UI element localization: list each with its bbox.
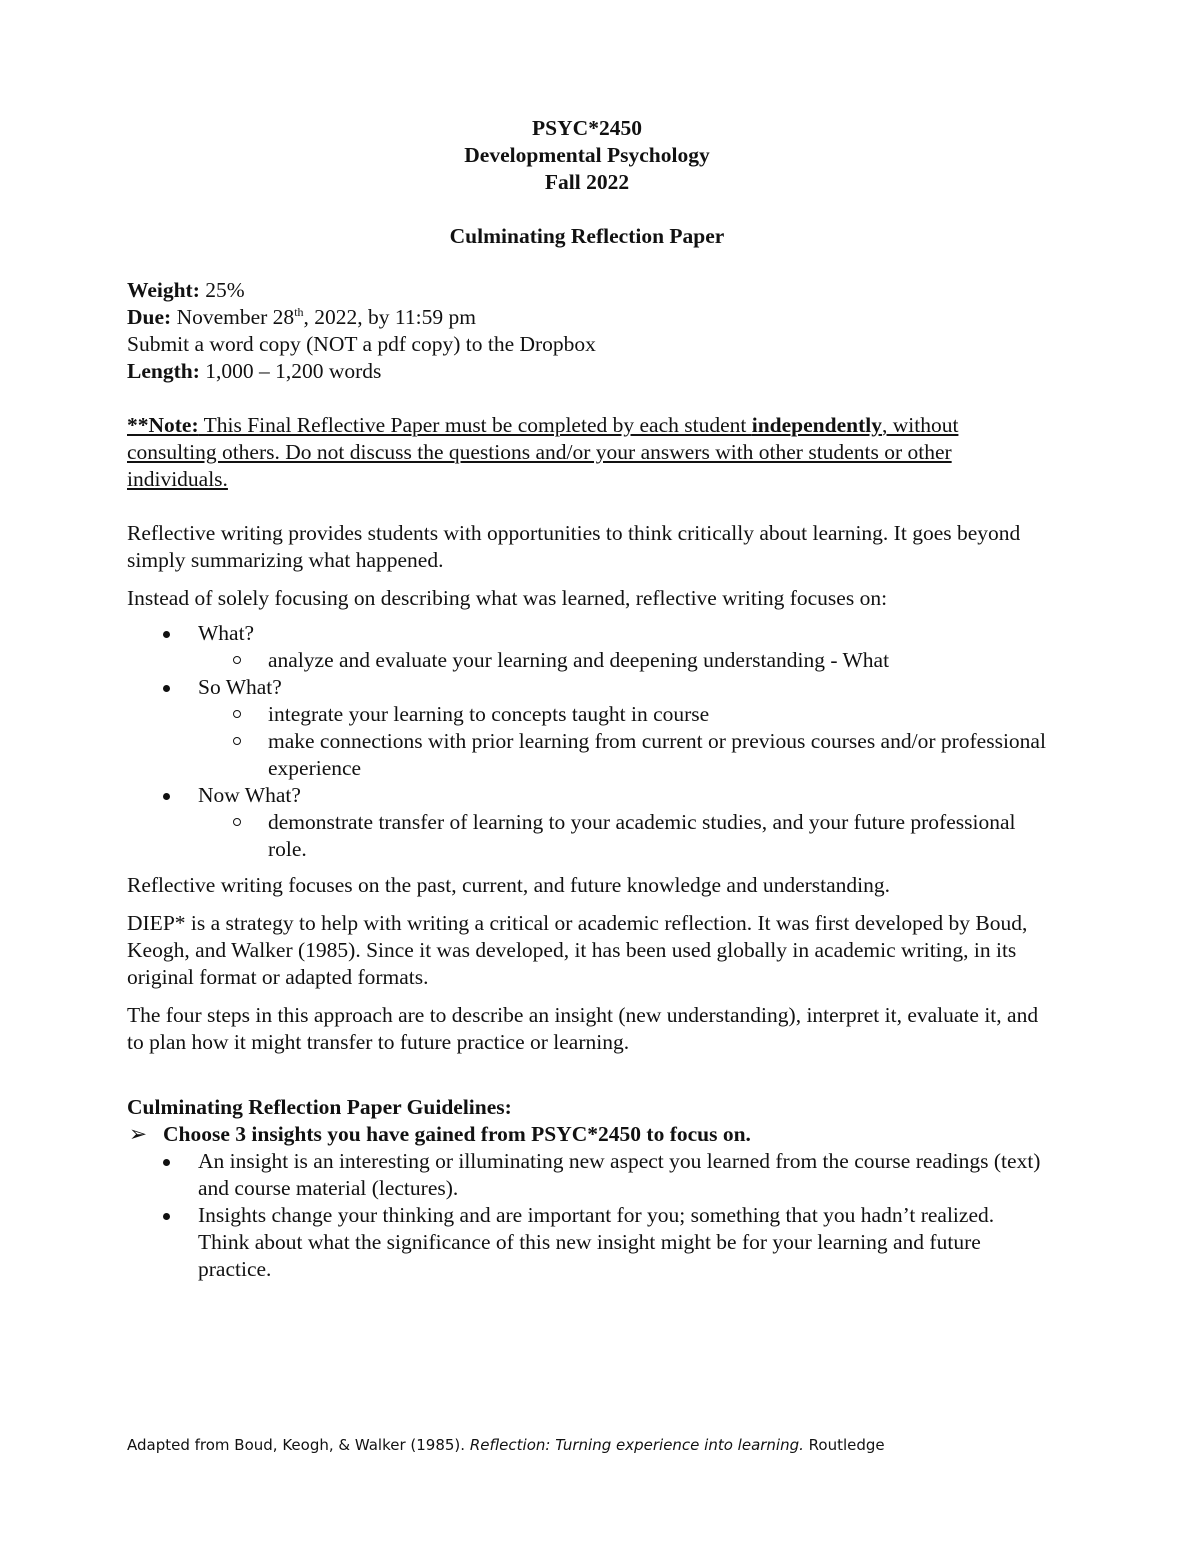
- circle-bullet-icon: [233, 710, 241, 718]
- arrow-bullet-icon: ➢: [129, 1122, 148, 1146]
- weight-line: [127, 277, 1047, 304]
- sub-item-text: analyze and evaluate your learning and deepening understanding - What: [268, 648, 890, 672]
- footer-citation: [127, 1436, 885, 1454]
- focus-list: [127, 620, 1047, 863]
- assignment-meta: [127, 277, 1047, 385]
- list-item: [127, 1202, 1047, 1283]
- guidelines-heading: Culminating Reflection Paper Guidelines:: [127, 1095, 512, 1119]
- timeframe-paragraph: Reflective writing focuses on the past, current, and future knowledge and understanding.: [127, 873, 891, 897]
- due-value: November 28: [171, 305, 295, 329]
- sub-list: [198, 809, 1047, 863]
- circle-bullet-icon: [233, 737, 241, 745]
- diep-paragraph: DIEP* is a strategy to help with writing a critical or academic reflection. It was first developed by Boud, Keogh, and Walker (1985). Since it was developed, it has been used globally in academic writing, in its original format or adapted formats.: [127, 911, 1028, 989]
- course-header: [127, 115, 1047, 196]
- independence-note: [127, 412, 1047, 493]
- circle-bullet-icon: [233, 656, 241, 664]
- guideline-text: An insight is an interesting or illuminating new aspect you learned from the course readings (text) and course material (lectures).: [198, 1149, 1041, 1200]
- course-term: Fall 2022: [544, 170, 630, 194]
- due-value-rest: , 2022, by 11:59 pm: [303, 305, 476, 329]
- focus-label: So What?: [198, 675, 282, 699]
- circle-bullet-icon: [233, 818, 241, 826]
- sub-list-item: [198, 701, 1047, 728]
- due-label: Due:: [127, 305, 172, 329]
- guideline-arrow-item: [127, 1121, 1047, 1148]
- length-label: Length:: [127, 359, 200, 383]
- guideline-text: Insights change your thinking and are important for you; something that you hadn’t realized. Think about what the significance of this new insight might be for your learning and future practice.: [198, 1203, 995, 1281]
- weight-label: Weight:: [127, 278, 200, 302]
- bullet-icon: [163, 1213, 170, 1220]
- weight-value: 25%: [199, 278, 245, 302]
- note-text: This Final Reflective Paper must be completed by each student: [198, 413, 752, 437]
- sub-list-item: [198, 647, 1047, 674]
- focus-intro-paragraph: Instead of solely focusing on describing what was learned, reflective writing focuses on:: [127, 586, 888, 610]
- note-label: **Note:: [127, 413, 199, 437]
- list-item: [127, 1148, 1047, 1202]
- submit-line: Submit a word copy (NOT a pdf copy) to the Dropbox: [127, 332, 596, 356]
- due-line: [127, 304, 1047, 331]
- length-line: [127, 358, 1047, 385]
- bullet-icon: [163, 631, 170, 638]
- sub-list: [198, 701, 1047, 782]
- note-text-rest: , without consulting others. Do not discuss the questions and/or your answers with other students or other individuals.: [127, 413, 959, 491]
- sub-list: [198, 647, 1047, 674]
- sub-item-text: demonstrate transfer of learning to your academic studies, and your future professional role.: [268, 810, 1016, 861]
- intro-paragraph: Reflective writing provides students with opportunities to think critically about learning. It goes beyond simply summarizing what happened.: [127, 521, 1021, 572]
- list-item: [127, 674, 1047, 782]
- paper-title: Culminating Reflection Paper: [449, 224, 725, 248]
- due-suffix: th: [294, 304, 304, 319]
- guidelines-section: [127, 1094, 1047, 1283]
- focus-label: What?: [198, 621, 255, 645]
- guideline-bullets: [127, 1148, 1047, 1283]
- length-value: 1,000 – 1,200 words: [199, 359, 382, 383]
- bullet-icon: [163, 1159, 170, 1166]
- citation-title: Reflection: Turning experience into learning.: [469, 1436, 804, 1454]
- list-item: [127, 620, 1047, 674]
- course-code: PSYC*2450: [532, 116, 642, 140]
- citation-publisher: Routledge: [803, 1436, 885, 1454]
- sub-list-item: [198, 728, 1047, 782]
- sub-item-text: integrate your learning to concepts taught in course: [268, 702, 710, 726]
- document-page: [127, 115, 1047, 1283]
- arrow-item-text: Choose 3 insights you have gained from PSYC*2450 to focus on.: [163, 1122, 751, 1146]
- bullet-icon: [163, 793, 170, 800]
- sub-list-item: [198, 809, 1047, 863]
- focus-label: Now What?: [198, 783, 301, 807]
- sub-item-text: make connections with prior learning from current or previous courses and/or professional experience: [268, 729, 1046, 780]
- list-item: [127, 782, 1047, 863]
- course-name: Developmental Psychology: [464, 143, 710, 167]
- note-bold: independently: [751, 413, 882, 437]
- bullet-icon: [163, 685, 170, 692]
- citation-text: Adapted from Boud, Keogh, & Walker (1985).: [127, 1436, 470, 1454]
- four-steps-paragraph: The four steps in this approach are to describe an insight (new understanding), interpret it, evaluate it, and to plan how it might transfer to future practice or learning.: [127, 1003, 1039, 1054]
